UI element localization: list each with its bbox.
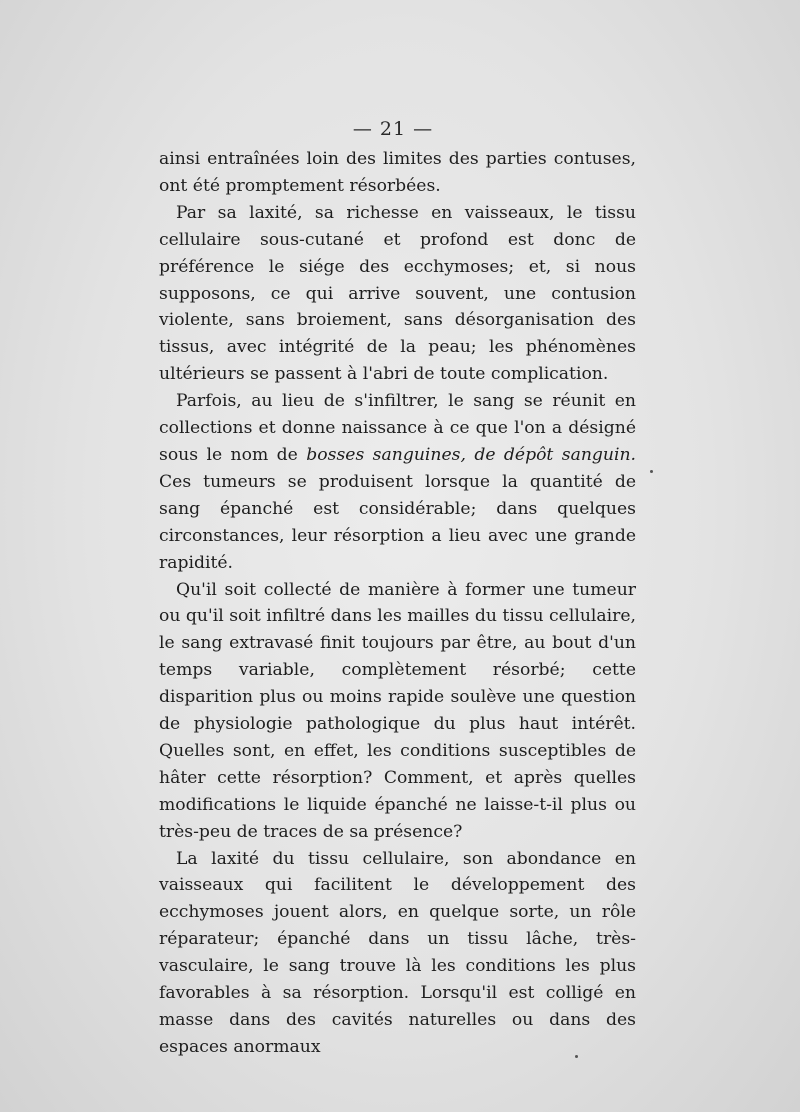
paragraph-4: Qu'il soit collecté de manière à former une tumeur ou qu'il soit infiltré dans les mailles du tissu cellulaire, le sang extravasé finit toujours par être, au bout d'un temps variable, complètement résorbé; cette disparition plus ou moins rapide soulève une question de physiologie pathologique du plus haut intérêt. Quelles sont, en effet, les conditions susceptibles de hâter cette résorption? Comment, et après quelles modifications le liquide épanché ne laisse-t-il plus ou très-peu de traces de sa présence?	[159, 579, 636, 842]
paragraph-3	[159, 388, 636, 576]
page-number: — 21 —	[352, 118, 434, 140]
paragraph-3-tail: Ces tumeurs se produisent lorsque la quantité de sang épanché est considérable; dans quelques circonstances, leur résorption a lieu avec une grande rapidité.	[159, 471, 636, 573]
body-text	[159, 146, 636, 1061]
ink-speck	[650, 470, 653, 473]
paragraph-1: ainsi entraînées loin des limites des parties contuses, ont été promptement résorbées.	[159, 149, 636, 196]
paragraph-3-lead: Parfois, au lieu de s'infiltrer, le sang se réunit en collections et donne naissance à ce que l'on a désigné sous le nom de	[159, 391, 636, 465]
paragraph-2: Par sa laxité, sa richesse en vaisseaux, le tissu cellulaire sous-cutané et profond est donc de préférence le siége des ecchymoses; et, si nous supposons, ce qui arrive souvent, une contusion violente, sans broiement, sans désorganisation des tissus, avec intégrité de la peau; les phénomènes ultérieurs se passent à l'abri de toute complication.	[159, 202, 636, 385]
paragraph-5: La laxité du tissu cellulaire, son abondance en vaisseaux qui facilitent le développement des ecchymoses jouent alors, en quelque sorte, un rôle réparateur; épanché dans un tissu lâche, très-vasculaire, le sang trouve là les conditions les plus favorables à sa résorption. Lorsqu'il est colligé en masse dans des cavités naturelles ou dans des espaces anormaux	[159, 848, 636, 1057]
paragraph-3-italic: bosses sanguines, de dépôt sanguin.	[306, 444, 636, 465]
ink-speck	[575, 1055, 578, 1058]
